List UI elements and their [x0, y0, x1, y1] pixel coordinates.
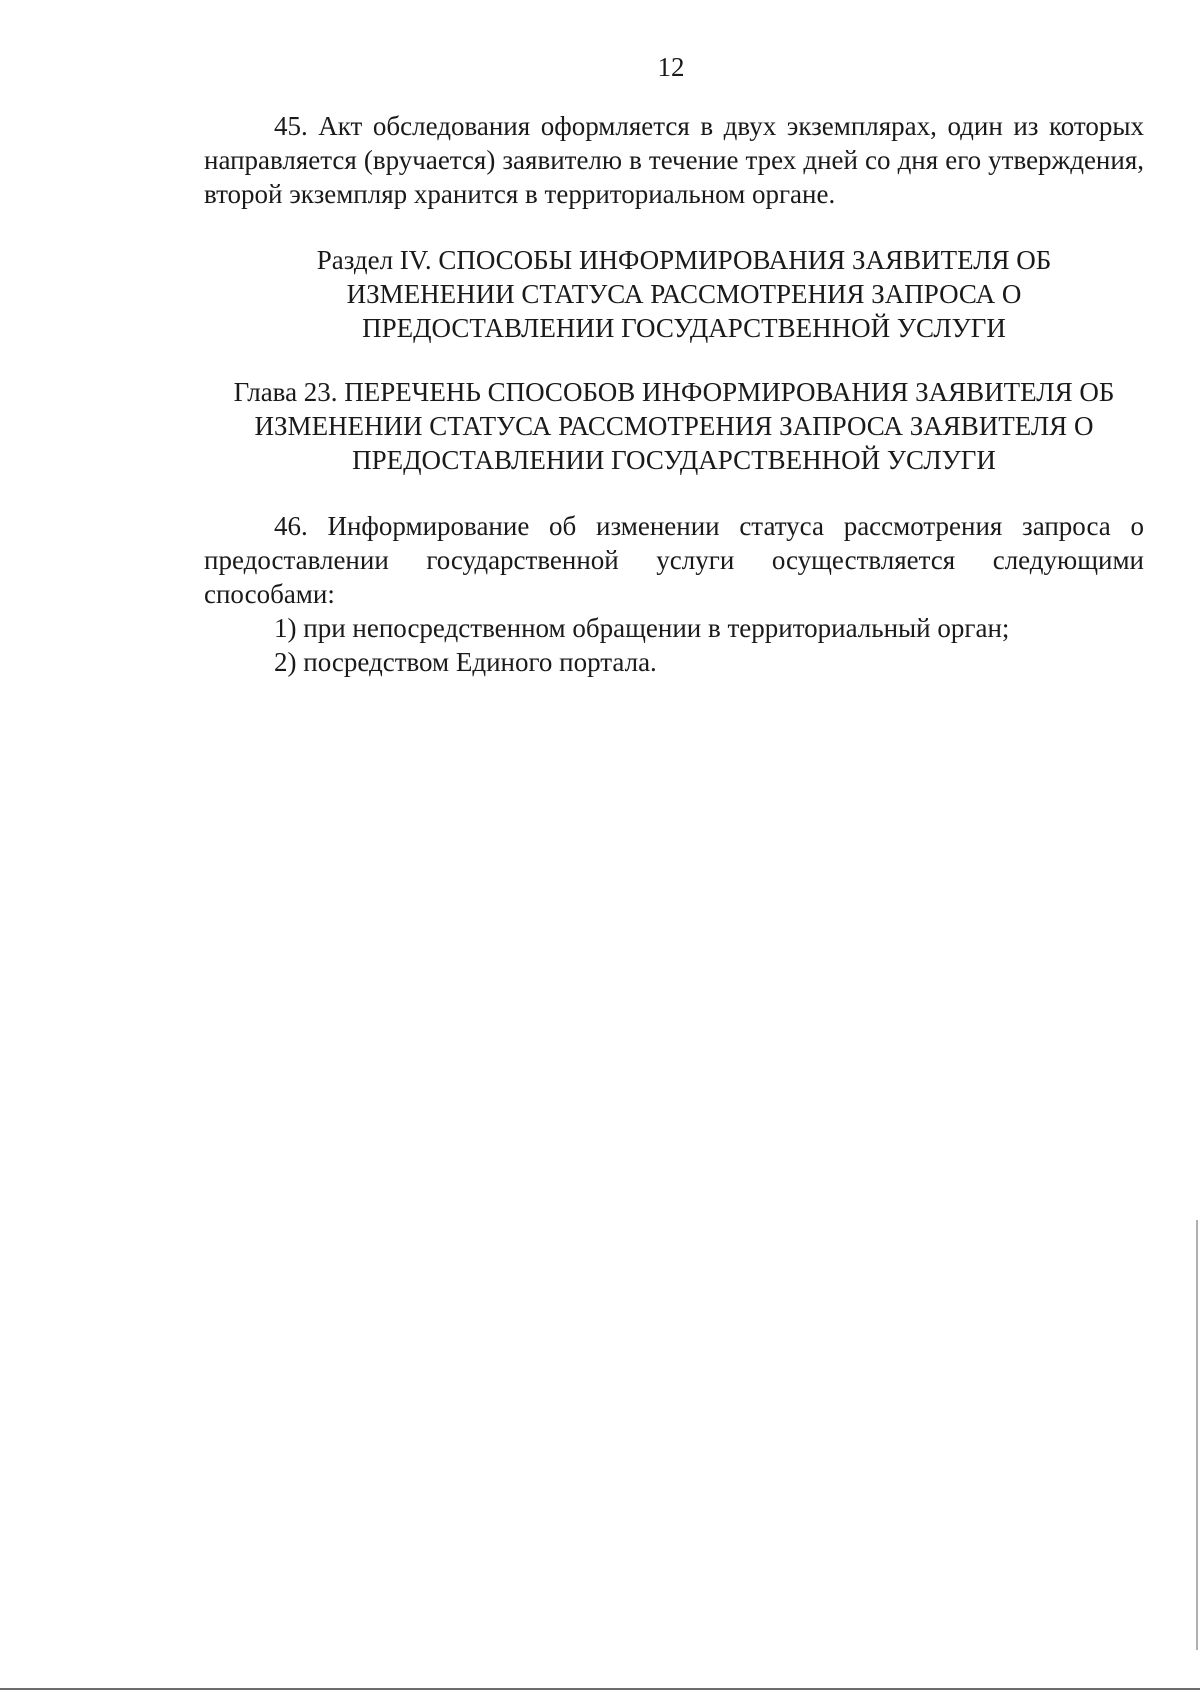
section-4-heading-line-2: ИЗМЕНЕНИИ СТАТУСА РАССМОТРЕНИЯ ЗАПРОСА О	[346, 279, 1022, 309]
list-item-1: 1) при непосредственном обращении в территориальный орган;	[274, 613, 1010, 643]
paragraph-46-text: 46. Информирование об изменении статуса рассмотрения запроса о предоставлении государственной услуги осуществляется следующими способами:	[204, 511, 1144, 609]
paragraph-45-text: 45. Акт обследования оформляется в двух экземплярах, один из которых направляется (вручается) заявителю в течение трех дней со дня его утверждения, второй экземпляр хранится в территориальном органе.	[204, 111, 1144, 209]
section-4-heading-line-3: ПРЕДОСТАВЛЕНИИ ГОСУДАРСТВЕННОЙ УСЛУГИ	[362, 313, 1006, 343]
section-4-heading-line-1: Раздел IV. СПОСОБЫ ИНФОРМИРОВАНИЯ ЗАЯВИТЕЛЯ ОБ	[316, 245, 1052, 275]
scan-bottom-line	[0, 1688, 1200, 1690]
scan-edge-line	[1196, 1220, 1198, 1650]
chapter-23-heading	[204, 375, 1144, 477]
paragraph-45	[204, 109, 1144, 211]
page-number: 12	[657, 52, 685, 82]
paragraph-46	[204, 509, 1144, 679]
chapter-23-heading-line-1: Глава 23. ПЕРЕЧЕНЬ СПОСОБОВ ИНФОРМИРОВАНИЯ ЗАЯВИТЕЛЯ ОБ	[233, 377, 1115, 407]
chapter-23-heading-line-2: ИЗМЕНЕНИИ СТАТУСА РАССМОТРЕНИЯ ЗАПРОСА ЗАЯВИТЕЛЯ О	[254, 411, 1094, 441]
chapter-23-heading-line-3: ПРЕДОСТАВЛЕНИИ ГОСУДАРСТВЕННОЙ УСЛУГИ	[352, 445, 996, 475]
section-4-heading	[214, 243, 1154, 345]
list-item-2: 2) посредством Единого портала.	[274, 647, 657, 677]
